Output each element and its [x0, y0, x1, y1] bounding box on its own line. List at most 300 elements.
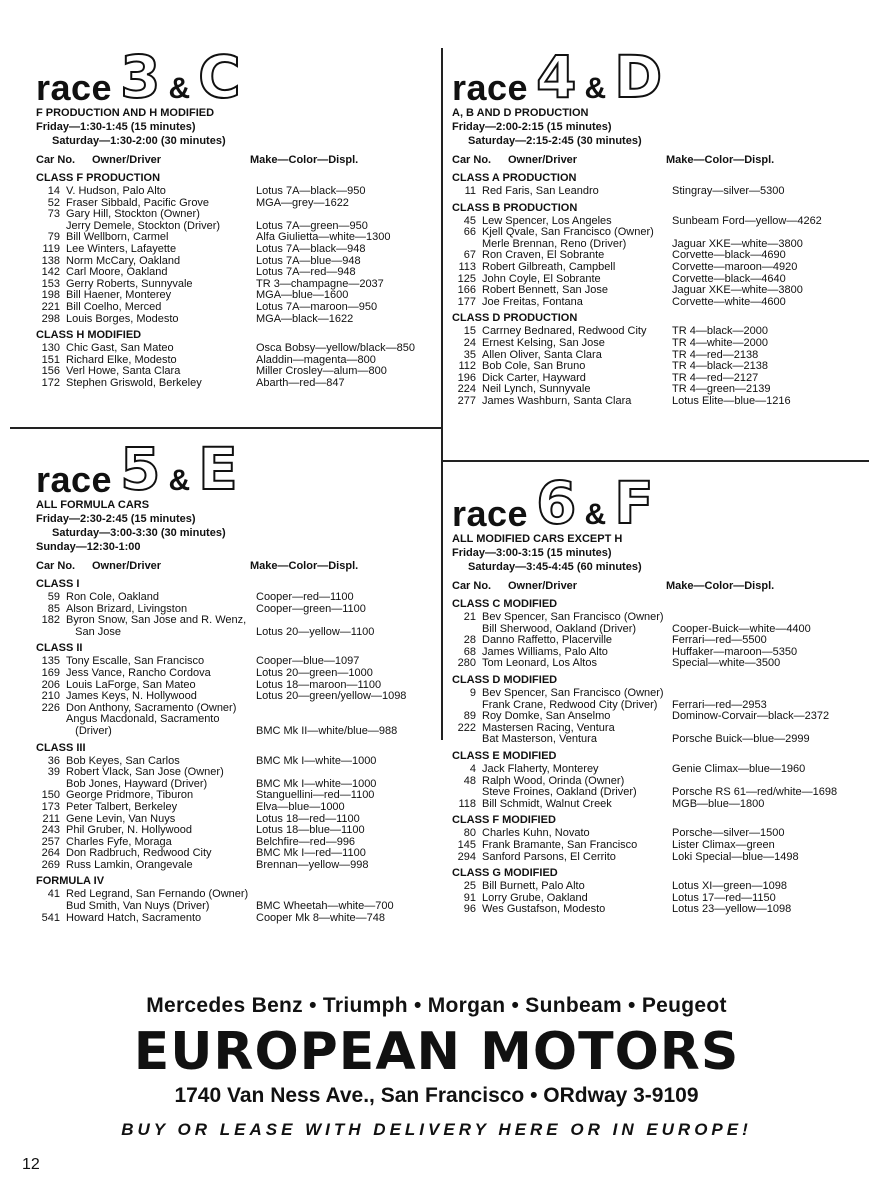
- owner-driver: Ernest Kelsing, San Jose: [482, 336, 605, 349]
- entry-row: [36, 802, 436, 814]
- make-color-displ: Genie Climax—blue—1960: [672, 762, 806, 775]
- race-6-f-section: [452, 464, 867, 916]
- race-title: [36, 430, 436, 503]
- owner-driver: Charles Kuhn, Novato: [482, 827, 590, 840]
- car-number: 277: [457, 394, 476, 407]
- owner-driver: James Washburn, Santa Clara: [482, 394, 632, 407]
- car-number: 182: [41, 614, 60, 627]
- make-color-displ: Lotus 17—red—1150: [672, 891, 776, 904]
- owner-driver: Jack Flaherty, Monterey: [482, 762, 599, 775]
- entry-row: [36, 267, 436, 279]
- entry-row: [36, 592, 436, 604]
- entry-row: [452, 186, 867, 198]
- make-color-displ: Lotus 18—red—1100: [256, 812, 360, 825]
- car-number: 28: [463, 634, 476, 647]
- make-color-displ: Cooper—green—1100: [256, 602, 366, 615]
- entry-row: [36, 244, 436, 256]
- car-number: [452, 787, 482, 799]
- entry-row: [452, 904, 867, 916]
- car-number: 9: [469, 686, 476, 699]
- make-color-displ: TR 4—white—2000: [672, 336, 768, 349]
- make-color-displ: MGA—blue—1600: [256, 289, 349, 302]
- make-color-displ: [672, 612, 867, 624]
- owner-driver: V. Hudson, Palo Alto: [66, 185, 166, 197]
- car-number: 125: [457, 272, 476, 285]
- race-number-outline: 6: [536, 469, 577, 537]
- header-make-color-displ: Make—Color—Displ.: [250, 560, 359, 572]
- car-number: 66: [463, 226, 476, 239]
- owner-driver: Verl Howe, Santa Clara: [66, 365, 181, 378]
- car-number: 41: [47, 888, 60, 901]
- schedule-friday: Friday—3:00-3:15 (15 minutes): [452, 547, 612, 559]
- race-subtitle: ALL MODIFIED CARS EXCEPT H: [452, 533, 623, 545]
- make-color-displ: Cooper Mk 8—white—748: [256, 911, 386, 924]
- header-owner-driver: Owner/Driver: [508, 580, 578, 592]
- owner-driver: Mastersen Racing, Ventura: [482, 721, 615, 734]
- race-3-c-section: [36, 38, 436, 390]
- owner-driver: Ron Cole, Oakland: [66, 591, 159, 603]
- entry-row: [36, 186, 436, 198]
- owner-driver: Red Faris, San Leandro: [482, 185, 599, 197]
- entry-row: [452, 852, 867, 864]
- make-color-displ: Brennan—yellow—998: [256, 858, 369, 871]
- car-number: 211: [42, 812, 60, 825]
- car-number: 169: [41, 666, 60, 679]
- make-color-displ: Porsche—silver—1500: [672, 827, 785, 840]
- owner-driver: Steve Froines, Oakland (Driver): [482, 786, 637, 799]
- car-number: 73: [47, 208, 60, 221]
- car-number: 142: [41, 266, 60, 279]
- owner-driver: Joe Freitas, Fontana: [482, 295, 583, 308]
- owner-driver: Alson Brizard, Livingston: [66, 602, 188, 615]
- car-number: 112: [458, 360, 476, 373]
- owner-driver: Robert Vlack, San Jose (Owner): [66, 766, 224, 779]
- entry-row: [452, 612, 867, 624]
- schedule-friday: Friday—1:30-1:45 (15 minutes): [36, 121, 196, 133]
- owner-driver: Carl Moore, Oakland: [66, 266, 168, 279]
- make-color-displ: MGB—blue—1800: [672, 797, 765, 810]
- car-number: [36, 726, 66, 738]
- entry-row: [36, 913, 436, 925]
- car-number: 224: [457, 383, 476, 396]
- entry-row: [452, 734, 867, 746]
- owner-driver: Chic Gast, San Mateo: [66, 342, 174, 355]
- make-color-displ: Ferrari—red—2953: [672, 698, 767, 711]
- make-color-displ: TR 4—red—2127: [672, 371, 759, 384]
- owner-driver: Louis LaForge, San Mateo: [66, 678, 196, 691]
- car-number: 113: [458, 260, 476, 273]
- car-number: [36, 901, 66, 913]
- car-number: 39: [47, 766, 60, 779]
- entry-row: [452, 711, 867, 723]
- make-color-displ: Dominow-Corvair—black—2372: [672, 710, 830, 723]
- owner-driver: Frank Bramante, San Francisco: [482, 838, 638, 851]
- race-subtitle: A, B AND D PRODUCTION: [452, 107, 589, 119]
- owner-driver: Jess Vance, Rancho Cordova: [66, 666, 211, 679]
- section-divider-left: [10, 427, 441, 429]
- car-number: 15: [463, 325, 476, 338]
- class-heading: CLASS D PRODUCTION: [452, 312, 578, 325]
- car-number: 541: [41, 911, 60, 924]
- make-color-displ: [256, 703, 436, 715]
- car-number: 68: [463, 645, 476, 658]
- car-number: 145: [457, 838, 476, 851]
- race-number-outline: 5: [120, 435, 161, 503]
- car-number: 294: [457, 850, 476, 863]
- owner-driver: Don Radbruch, Redwood City: [66, 847, 212, 860]
- header-make-color-displ: Make—Color—Displ.: [666, 154, 775, 166]
- class-heading: CLASS B PRODUCTION: [452, 201, 578, 214]
- make-color-displ: Alfa Giulietta—white—1300: [256, 231, 391, 244]
- owner-driver: Gerry Roberts, Sunnyvale: [66, 277, 193, 290]
- car-number: 48: [463, 774, 476, 787]
- owner-driver: Phil Gruber, N. Hollywood: [66, 824, 192, 837]
- owner-driver: John Coyle, El Sobrante: [482, 272, 601, 285]
- car-number: 59: [47, 591, 60, 603]
- ampersand: &: [168, 464, 191, 497]
- owner-driver: Gene Levin, Van Nuys: [66, 812, 176, 825]
- race-title: [452, 38, 867, 111]
- make-color-displ: Lotus 18—maroon—1100: [256, 678, 382, 691]
- owner-driver: Peter Talbert, Berkeley: [66, 800, 178, 813]
- car-number: 118: [458, 797, 476, 810]
- owner-driver: Sanford Parsons, El Cerrito: [482, 850, 616, 863]
- make-color-displ: Lotus XI—green—1098: [672, 880, 787, 893]
- make-color-displ: Osca Bobsy—yellow/black—850: [256, 342, 415, 355]
- car-number: 24: [463, 336, 476, 349]
- schedule-saturday: Saturday—1:30-2:00 (30 minutes): [52, 135, 226, 147]
- make-color-displ: BMC Mk I—red—1100: [256, 847, 366, 860]
- ad-brands: Mercedes Benz • Triumph • Morgan • Sunbeam • Peugeot: [146, 994, 727, 1017]
- ampersand: &: [584, 72, 607, 105]
- entry-row: [452, 799, 867, 811]
- car-number: 221: [41, 300, 60, 313]
- car-number: 177: [457, 295, 476, 308]
- make-color-displ: Lotus 20—green—1000: [256, 666, 373, 679]
- column-header: [452, 580, 867, 592]
- owner-driver: Bat Masterson, Ventura: [482, 733, 597, 746]
- owner-driver: Bob Cole, San Bruno: [482, 360, 586, 373]
- entry-row: [452, 338, 867, 350]
- ad-address: 1740 Van Ness Ave., San Francisco • ORdway 3-9109: [174, 1084, 699, 1107]
- owner-driver: George Pridmore, Tiburon: [66, 789, 194, 802]
- owner-driver: Bill Burnett, Palo Alto: [482, 880, 585, 893]
- owner-driver: Bill Sherwood, Oakland (Driver): [482, 622, 637, 635]
- make-color-displ: Belchfire—red—996: [256, 835, 356, 848]
- owner-driver: Stephen Griswold, Berkeley: [66, 376, 202, 389]
- car-number: 172: [41, 376, 60, 389]
- car-number: 173: [41, 800, 60, 813]
- owner-driver: Charles Fyfe, Moraga: [66, 835, 172, 848]
- entry-row: [36, 314, 436, 326]
- car-number: 67: [463, 249, 476, 262]
- make-color-displ: BMC Mk I—white—1000: [256, 754, 377, 767]
- owner-driver: Lew Spencer, Los Angeles: [482, 214, 612, 227]
- schedule-saturday: Saturday—2:15-2:45 (30 minutes): [468, 135, 642, 147]
- entry-row: [452, 262, 867, 274]
- header-car-no: Car No.: [36, 560, 76, 572]
- race-title: [36, 38, 436, 111]
- race-4-d-section: [452, 38, 867, 408]
- entry-row: [36, 767, 436, 779]
- class-heading: CLASS G MODIFIED: [452, 867, 558, 880]
- make-color-displ: Corvette—black—4690: [672, 249, 786, 262]
- owner-driver: Bev Spencer, San Francisco (Owner): [482, 686, 664, 699]
- column-header: [36, 560, 436, 572]
- car-number: 91: [463, 891, 476, 904]
- car-number: 198: [41, 289, 60, 302]
- car-number: 210: [41, 690, 60, 703]
- car-number: 196: [457, 371, 476, 384]
- race-5-e-section: [36, 430, 436, 924]
- make-color-displ: Lister Climax—green: [672, 838, 775, 851]
- race-letter-outline: E: [198, 435, 238, 503]
- column-divider: [441, 48, 443, 740]
- section-divider-right: [443, 460, 869, 462]
- make-color-displ: Lotus 20—green/yellow—1098: [256, 690, 407, 703]
- ad-tagline: BUY OR LEASE WITH DELIVERY HERE OR IN EUROPE!: [121, 1120, 752, 1139]
- owner-driver: Ralph Wood, Orinda (Owner): [482, 774, 625, 787]
- make-color-displ: Cooper—blue—1097: [256, 655, 360, 668]
- make-color-displ: [256, 767, 436, 779]
- header-owner-driver: Owner/Driver: [92, 560, 162, 572]
- entry-row: [36, 691, 436, 703]
- owner-driver: Red Legrand, San Fernando (Owner): [66, 888, 249, 901]
- owner-driver: Lee Winters, Lafayette: [66, 242, 177, 255]
- make-color-displ: Abarth—red—847: [256, 376, 345, 389]
- entry-row: [36, 860, 436, 872]
- header-car-no: Car No.: [452, 580, 492, 592]
- owner-driver: Frank Crane, Redwood City (Driver): [482, 698, 658, 711]
- make-color-displ: [672, 688, 867, 700]
- car-number: 153: [41, 277, 60, 290]
- car-number: 166: [457, 284, 476, 297]
- class-heading: CLASS A PRODUCTION: [452, 172, 577, 184]
- owner-driver: Wes Gustafson, Modesto: [482, 903, 606, 916]
- car-number: 269: [41, 858, 60, 871]
- car-number: 151: [41, 353, 60, 366]
- owner-driver: James Keys, N. Hollywood: [66, 690, 197, 703]
- make-color-displ: Stingray—silver—5300: [672, 185, 785, 197]
- owner-driver: Allen Oliver, Santa Clara: [482, 348, 602, 361]
- make-color-displ: Cooper-Buick—white—4400: [672, 622, 811, 635]
- entry-row: [452, 881, 867, 893]
- make-color-displ: BMC Mk II—white/blue—988: [256, 724, 398, 737]
- entry-row: [36, 343, 436, 355]
- owner-driver: Bev Spencer, San Francisco (Owner): [482, 611, 664, 623]
- race-letter-outline: D: [614, 43, 663, 111]
- make-color-displ: Porsche RS 61—red/white—1698: [672, 786, 838, 799]
- car-number: 280: [457, 657, 476, 670]
- entry-row: [36, 668, 436, 680]
- race-letter-outline: C: [198, 43, 241, 111]
- race-word: race: [452, 493, 529, 534]
- owner-driver: (Driver): [66, 724, 112, 737]
- owner-driver: Ron Craven, El Sobrante: [482, 249, 605, 262]
- entry-row: [452, 688, 867, 700]
- column-header: [452, 154, 867, 166]
- class-heading: CLASS III: [36, 741, 86, 754]
- entry-row: [36, 627, 436, 639]
- make-color-displ: TR 4—black—2138: [672, 360, 768, 373]
- entry-row: [452, 361, 867, 373]
- make-color-displ: TR 4—green—2139: [672, 383, 771, 396]
- make-color-displ: BMC Mk I—white—1000: [256, 777, 377, 790]
- car-number: 25: [463, 880, 476, 893]
- make-color-displ: Special—white—3500: [672, 657, 781, 670]
- owner-driver: Richard Elke, Modesto: [66, 353, 177, 366]
- car-number: 79: [47, 231, 60, 244]
- make-color-displ: Lotus Elite—blue—1216: [672, 394, 791, 407]
- schedule-sunday: Sunday—12:30-1:00: [36, 541, 141, 553]
- class-heading: CLASS II: [36, 642, 83, 655]
- car-number: 150: [41, 789, 60, 802]
- car-number: 45: [463, 214, 476, 227]
- owner-driver: Bill Schmidt, Walnut Creek: [482, 797, 612, 810]
- race-title: [452, 464, 867, 537]
- class-heading: CLASS H MODIFIED: [36, 329, 142, 342]
- race-word: race: [452, 67, 529, 108]
- make-color-displ: Stanguellini—red—1100: [256, 789, 375, 802]
- make-color-displ: Corvette—black—4640: [672, 272, 786, 285]
- entry-row: [452, 840, 867, 852]
- owner-driver: Neil Lynch, Sunnyvale: [482, 383, 591, 396]
- entry-row: [452, 297, 867, 309]
- ampersand: &: [584, 498, 607, 531]
- owner-driver: Carrney Bednared, Redwood City: [482, 325, 647, 338]
- entry-row: [36, 726, 436, 738]
- class-heading: CLASS F PRODUCTION: [36, 172, 161, 184]
- make-color-displ: Lotus 7A—blue—948: [256, 254, 361, 267]
- schedule-saturday: Saturday—3:00-3:30 (30 minutes): [52, 527, 226, 539]
- car-number: 52: [47, 196, 60, 209]
- make-color-displ: Corvette—white—4600: [672, 295, 786, 308]
- header-make-color-displ: Make—Color—Displ.: [250, 154, 359, 166]
- schedule-saturday: Saturday—3:45-4:45 (60 minutes): [468, 561, 642, 573]
- make-color-displ: Lotus 23—yellow—1098: [672, 903, 792, 916]
- class-heading: CLASS F MODIFIED: [452, 814, 556, 827]
- make-color-displ: Ferrari—red—5500: [672, 634, 767, 647]
- car-number: 298: [41, 312, 60, 325]
- owner-driver: Byron Snow, San Jose and R. Wenz,: [66, 614, 247, 627]
- make-color-displ: Lotus 20—yellow—1100: [256, 625, 375, 638]
- entry-row: [452, 285, 867, 297]
- owner-driver: Howard Hatch, Sacramento: [66, 911, 202, 924]
- class-heading: FORMULA IV: [36, 875, 105, 888]
- car-number: 4: [469, 762, 476, 775]
- header-owner-driver: Owner/Driver: [508, 154, 578, 166]
- entry-row: [452, 396, 867, 408]
- header-make-color-displ: Make—Color—Displ.: [666, 580, 775, 592]
- make-color-displ: Corvette—maroon—4920: [672, 260, 798, 273]
- race-number-outline: 3: [120, 43, 161, 111]
- make-color-displ: TR 4—red—2138: [672, 348, 759, 361]
- owner-driver: Don Anthony, Sacramento (Owner): [66, 701, 237, 714]
- owner-driver: Robert Gilbreath, Campbell: [482, 260, 616, 273]
- car-number: 206: [41, 678, 60, 691]
- car-number: 14: [47, 185, 60, 197]
- owner-driver: Kjell Qvale, San Francisco (Owner): [482, 226, 654, 239]
- owner-driver: Bob Jones, Hayward (Driver): [66, 777, 208, 790]
- car-number: 11: [464, 185, 476, 197]
- owner-driver: Jerry Demele, Stockton (Driver): [66, 219, 221, 232]
- make-color-displ: Cooper—red—1100: [256, 591, 354, 603]
- make-color-displ: Elva—blue—1000: [256, 800, 345, 813]
- car-number: 222: [457, 721, 476, 734]
- car-number: 96: [463, 903, 476, 916]
- owner-driver: Gary Hill, Stockton (Owner): [66, 208, 200, 221]
- column-header: [36, 154, 436, 166]
- car-number: 36: [47, 754, 60, 767]
- race-word: race: [36, 67, 113, 108]
- owner-driver: Bill Haener, Monterey: [66, 289, 172, 302]
- car-number: 130: [41, 342, 60, 355]
- make-color-displ: Sunbeam Ford—yellow—4262: [672, 214, 822, 227]
- entry-row: [452, 787, 867, 799]
- owner-driver: Danno Raffetto, Placerville: [482, 634, 613, 647]
- race-word: race: [36, 459, 113, 500]
- make-color-displ: Lotus 7A—black—948: [256, 242, 366, 255]
- make-color-displ: Lotus 7A—red—948: [256, 266, 356, 279]
- owner-driver: Russ Lamkin, Orangevale: [66, 858, 193, 871]
- make-color-displ: MGA—grey—1622: [256, 196, 349, 209]
- class-heading: CLASS D MODIFIED: [452, 673, 558, 686]
- car-number: 35: [463, 348, 476, 361]
- car-number: 135: [41, 655, 60, 668]
- owner-driver: Tom Leonard, Los Altos: [482, 657, 597, 670]
- race-number-outline: 4: [536, 43, 577, 111]
- entry-row: [36, 901, 436, 913]
- car-number: 264: [41, 847, 60, 860]
- owner-driver: Lorry Grube, Oakland: [482, 891, 588, 904]
- car-number: 257: [41, 835, 60, 848]
- race-letter-outline: F: [614, 469, 654, 537]
- owner-driver: Fraser Sibbald, Pacific Grove: [66, 196, 210, 209]
- make-color-displ: Lotus 7A—black—950: [256, 185, 366, 197]
- entry-row: [452, 764, 867, 776]
- car-number: 138: [41, 254, 60, 267]
- page-number: 12: [22, 1156, 40, 1173]
- make-color-displ: Miller Crosley—alum—800: [256, 365, 387, 378]
- owner-driver: Louis Borges, Modesto: [66, 312, 179, 325]
- car-number: [36, 627, 66, 639]
- race-subtitle: ALL FORMULA CARS: [36, 499, 150, 511]
- make-color-displ: Jaguar XKE—white—3800: [672, 284, 803, 297]
- car-number: 243: [41, 824, 60, 837]
- owner-driver: James Williams, Palo Alto: [482, 645, 608, 658]
- car-number: 85: [47, 602, 60, 615]
- car-number: 80: [463, 827, 476, 840]
- entry-row: [36, 825, 436, 837]
- ampersand: &: [168, 72, 191, 105]
- owner-driver: Norm McCary, Oakland: [66, 254, 181, 267]
- make-color-displ: Lotus 7A—green—950: [256, 219, 368, 232]
- owner-driver: Bob Keyes, San Carlos: [66, 754, 180, 767]
- owner-driver: Merle Brennan, Reno (Driver): [482, 237, 627, 250]
- car-number: 89: [463, 710, 476, 723]
- make-color-displ: Lotus 7A—maroon—950: [256, 300, 378, 313]
- class-heading: CLASS E MODIFIED: [452, 749, 557, 762]
- class-heading: CLASS C MODIFIED: [452, 598, 558, 610]
- car-number: 21: [463, 611, 476, 623]
- make-color-displ: MGA—black—1622: [256, 312, 354, 325]
- make-color-displ: BMC Wheetah—white—700: [256, 900, 394, 913]
- ad-dealer-name: EUROPEAN MOTORS: [133, 1022, 740, 1082]
- car-number: 156: [41, 365, 60, 378]
- schedule-friday: Friday—2:30-2:45 (15 minutes): [36, 513, 196, 525]
- owner-driver: Angus Macdonald, Sacramento: [66, 713, 220, 726]
- schedule-friday: Friday—2:00-2:15 (15 minutes): [452, 121, 612, 133]
